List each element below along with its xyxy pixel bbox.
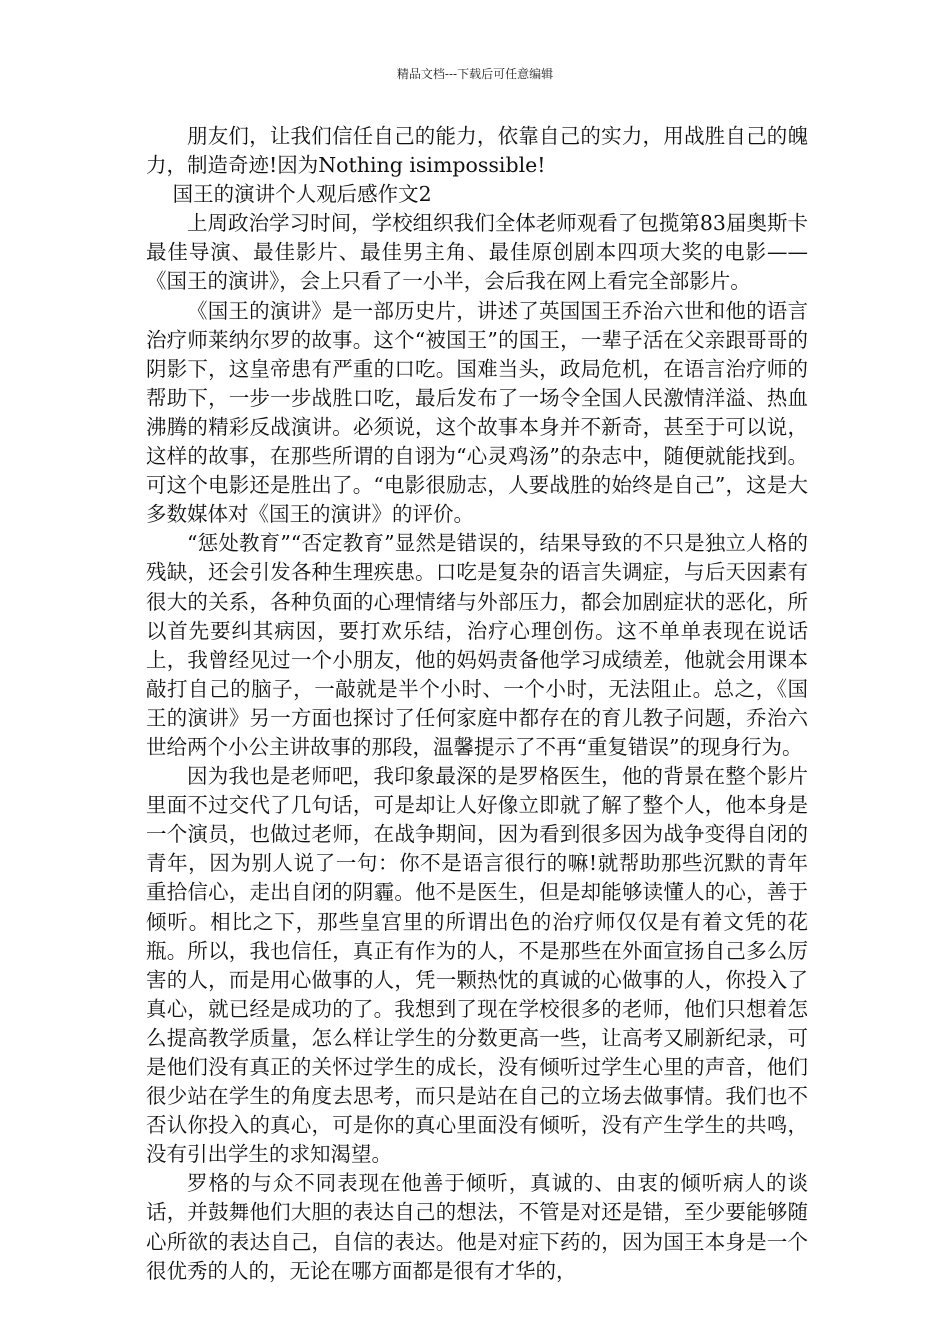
paragraph-listening: 罗格的与众不同表现在他善于倾听，真诚的、由衷的倾听病人的谈话，并鼓舞他们大胆的表达自己的想法，不管是对还是错，至少要能够随心所欲的表达自己，自信的表达。他是对症下药的，因为国王本身是一个很优秀的人的，无论在哪方面都是很有才华的， [146, 1171, 808, 1283]
document-body [146, 122, 808, 1286]
paragraph-intro: 上周政治学习时间，学校组织我们全体老师观看了包揽第83届奥斯卡最佳导演、最佳影片、最佳男主角、最佳原创剧本四项大奖的电影——《国王的演讲》，会上只看了一小半，会后我在网上看完全部影片。 [146, 211, 808, 294]
paragraph-education: “惩处教育”“否定教育”显然是错误的，结果导致的不只是独立人格的残缺，还会引发各种生理疾患。口吃是复杂的语言失调症，与后天因素有很大的关系，各种负面的心理情绪与外部压力，都会加剧症状的恶化，所以首先要纠其病因，要打欢乐结，治疗心理创伤。这不单单表现在说话上，我曾经见过一个小朋友，他的妈妈责备他学习成绩差，他就会用课本敲打自己的脑子，一敲就是半个小时、一个小时，无法阻止。总之，《国王的演讲》另一方面也探讨了任何家庭中都存在的育儿教子问题，乔治六世给两个小公主讲故事的那段，温馨提示了不再“重复错误”的现身行为。 [146, 531, 808, 759]
paragraph-film-summary: 《国王的演讲》是一部历史片，讲述了英国国王乔治六世和他的语言治疗师莱纳尔罗的故事。这个“被国王”的国王，一辈子活在父亲跟哥哥的阴影下，这皇帝患有严重的口吃。国难当头，政局危机，在语言治疗师的帮助下，一步一步战胜口吃，最后发布了一场令全国人民激情洋溢、热血沸腾的精彩反战演讲。必须说，这个故事本身并不新奇，甚至于可以说，这样的故事，在那些所谓的自诩为“心灵鸡汤”的杂志中，随便就能找到。可这个电影还是胜出了。“电影很励志，人要战胜的始终是自己”，这是大多数媒体对《国王的演讲》的评价。 [146, 298, 808, 527]
essay-title: 国王的演讲个人观后感作文2 [172, 182, 432, 207]
paragraph-closing-remarks: 朋友们，让我们信任自己的能力，依靠自己的实力，用战胜自己的魄力，制造奇迹!因为Nothing isimpossible! [146, 124, 808, 178]
page-header: 精品文档---下载后可任意编辑 [396, 67, 554, 81]
paragraph-logue-doctor: 因为我也是老师吧，我印象最深的是罗格医生，他的背景在整个影片里面不过交代了几句话，可是却让人好像立即就了解了整个人，他本身是一个演员，也做过老师，在战争期间，因为看到很多因为战争变得自闭的青年，因为别人说了一句：你不是语言很行的嘛!就帮助那些沉默的青年重拾信心，走出自闭的阴霾。他不是医生，但是却能够读懂人的心，善于倾听。相比之下，那些皇宫里的所谓出色的治疗师仅仅是有着文凭的花瓶。所以，我也信任，真正有作为的人，不是那些在外面宣扬自己多么厉害的人，而是用心做事的人，凭一颗热忱的真诚的心做事的人，你投入了真心，就已经是成功的了。我想到了现在学校很多的老师，他们只想着怎么提高教学质量，怎么样让学生的分数更高一些，让高考又刷新纪录，可是他们没有真正的关怀过学生的成长，没有倾听过学生心里的声音，他们很少站在学生的角度去思考，而只是站在自己的立场去做事情。我们也不否认你投入的真心，可是你的真心里面没有倾听，没有产生学生的共鸣，没有引出学生的求知渴望。 [146, 764, 808, 1167]
